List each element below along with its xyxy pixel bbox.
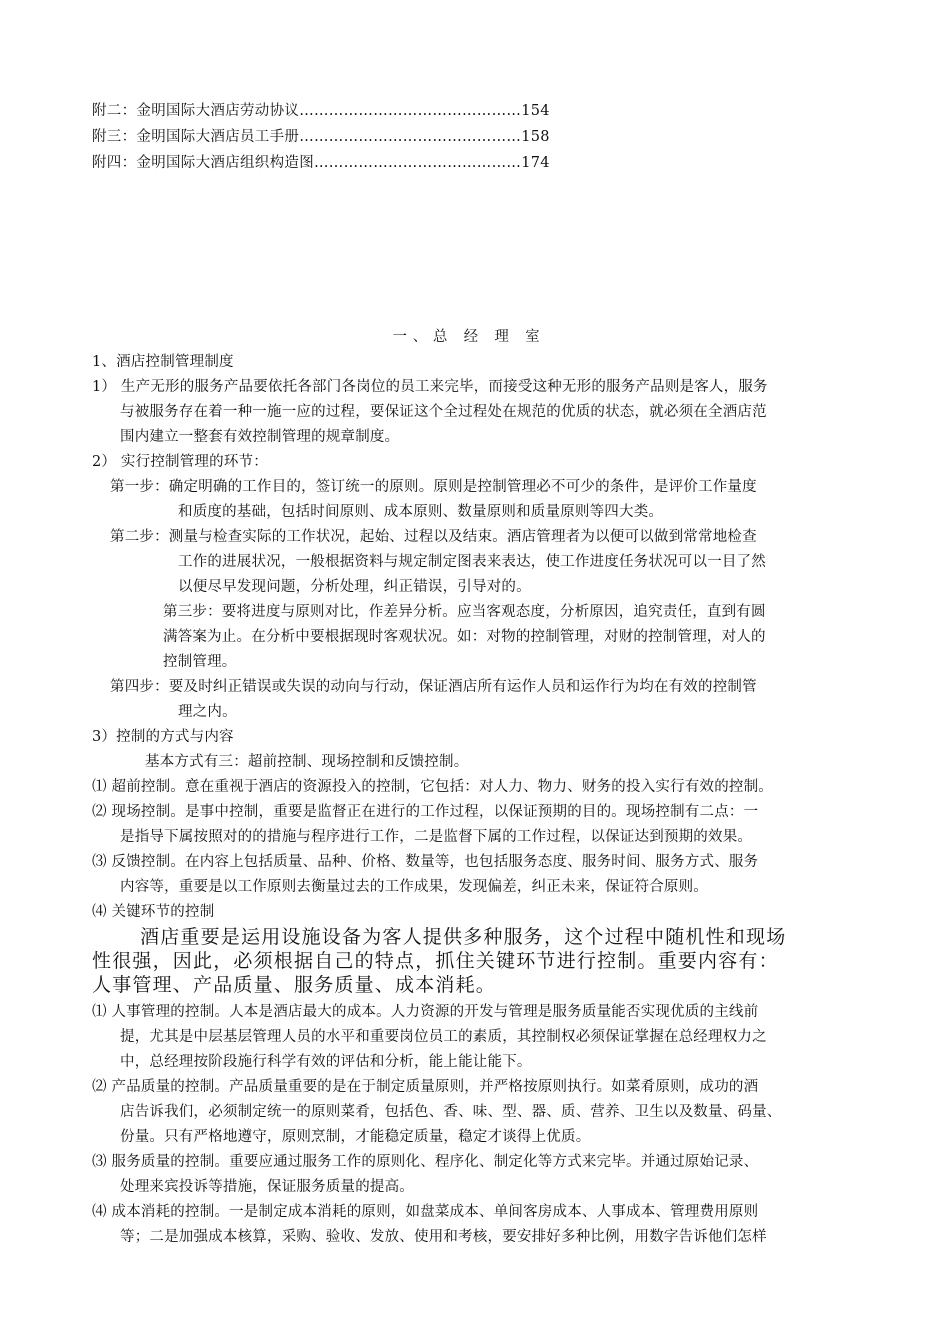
- step-2-line: 工作的进展状况，一般根据资料与规定制定图表来表达，使工作进度任务状况可以一目了然: [178, 554, 766, 570]
- list-item-line: 内容等，重要是以工作原则去衡量过去的工作成果，发现偏差，纠正未来，保证符合原则。: [120, 879, 708, 895]
- paragraph-line: 3）控制的方式与内容: [92, 729, 234, 745]
- list-item-line: 处理来宾投诉等措施，保证服务质量的提高。: [120, 1179, 414, 1195]
- step-4-line: 理之内。: [178, 704, 237, 720]
- list-item-line: 份量。只有严格地遵守，原则烹制，才能稳定质量，稳定才谈得上优质。: [120, 1129, 591, 1145]
- step-2-line: 以便尽早发现问题，分析处理，纠正错误，引导对的。: [178, 579, 531, 595]
- section-title: 一、总 经 理 室: [392, 329, 546, 345]
- list-item-line: 中，总经理按阶段施行科学有效的评估和分析，能上能让能下。: [120, 1054, 532, 1070]
- list-item-line: ⑵ 产品质量的控制。产品质量重要的是在于制定质量原则，并严格按原则执行。如菜肴原则，成功的酒: [92, 1079, 759, 1095]
- toc-entry-appendix-3: 附三：金明国际大酒店员工手册………………………………………158: [92, 129, 550, 145]
- large-paragraph-line: 酒店重要是运用设施设备为客人提供多种服务，这个过程中随机性和现场: [140, 926, 787, 948]
- list-item-line: ⑶ 服务质量的控制。重要应通过服务工作的原则化、程序化、制定化等方式来完毕。并通过原始记录、: [92, 1154, 759, 1170]
- toc-entry-appendix-4: 附四：金明国际大酒店组织构造图……………………………………174: [92, 155, 550, 171]
- step-4-line: 第四步：要及时纠正错误或失误的动向与行动，保证酒店所有运作人员和运作行为均在有效的控制管: [110, 679, 757, 695]
- paragraph-line: 1） 生产无形的服务产品要依托各部门各岗位的员工来完毕，而接受这种无形的服务产品则是客人，服务: [92, 379, 768, 395]
- step-3-line: 第三步：要将进度与原则对比，作差异分析。应当客观态度，分析原因，追究责任，直到有圆: [163, 604, 766, 620]
- paragraph-line: 与被服务存在着一种一施一应的过程，要保证这个全过程处在规范的优质的状态，就必须在全酒店范: [120, 404, 767, 420]
- heading-control-system: 1、酒店控制管理制度: [92, 354, 234, 370]
- list-item-line: ⑷ 成本消耗的控制。一是制定成本消耗的原则，如盘菜成本、单间客房成本、人事成本、管理费用原则: [92, 1204, 759, 1220]
- toc-entry-appendix-2: 附二：金明国际大酒店劳动协议………………………………………154: [92, 103, 550, 119]
- paragraph-line: 2） 实行控制管理的环节：: [92, 454, 268, 470]
- list-item-line: 提，尤其是中层基层管理人员的水平和重要岗位员工的素质，其控制权必须保证掌握在总经理权力之: [120, 1029, 767, 1045]
- list-item-line: ⑴ 人事管理的控制。人本是酒店最大的成本。人力资源的开发与管理是服务质量能否实现优质的主线前: [92, 1004, 759, 1020]
- list-item-line: ⑶ 反馈控制。在内容上包括质量、品种、价格、数量等，也包括服务态度、服务时间、服务方式、服务: [92, 854, 759, 870]
- step-3-line: 满答案为止。在分析中要根据现时客观状况。如：对物的控制管理，对财的控制管理，对人的: [163, 629, 766, 645]
- list-item-line: ⑷ 关键环节的控制: [92, 904, 215, 920]
- list-item-line: 店告诉我们，必须制定统一的原则菜肴，包括色、香、味、型、器、质、营养、卫生以及数量、码量、: [120, 1104, 782, 1120]
- list-item-line: 是指导下属按照对的的措施与程序进行工作，二是监督下属的工作过程，以保证达到预期的效果。: [120, 829, 753, 845]
- paragraph-line: 基本方式有三：超前控制、现场控制和反馈控制。: [145, 754, 469, 770]
- list-item-line: ⑴ 超前控制。意在重视于酒店的资源投入的控制，它包括：对人力、物力、财务的投入实行有效的控制。: [92, 779, 774, 795]
- step-1-line: 和质度的基础，包括时间原则、成本原则、数量原则和质量原则等四大类。: [178, 504, 664, 520]
- list-item-line: ⑵ 现场控制。是事中控制，重要是监督正在进行的工作过程，以保证预期的目的。现场控制有二点：一: [92, 804, 759, 820]
- step-1-line: 第一步：确定明确的工作目的，签订统一的原则。原则是控制管理必不可少的条件，是评价工作量度: [110, 479, 757, 495]
- step-3-line: 控制管理。: [163, 654, 237, 670]
- large-paragraph-line: 性很强，因此，必须根据自己的特点，抓住关键环节进行控制。重要内容有：: [92, 950, 779, 972]
- step-2-line: 第二步：测量与检查实际的工作状况，起始、过程以及结束。酒店管理者为以便可以做到常常地检查: [110, 529, 757, 545]
- large-paragraph-line: 人事管理、产品质量、服务质量、成本消耗。: [92, 974, 497, 996]
- list-item-line: 等；二是加强成本核算，采购、验收、发放、使用和考核，要安排好多种比例，用数字告诉他们怎样: [120, 1229, 767, 1245]
- paragraph-line: 围内建立一整套有效控制管理的规章制度。: [120, 429, 400, 445]
